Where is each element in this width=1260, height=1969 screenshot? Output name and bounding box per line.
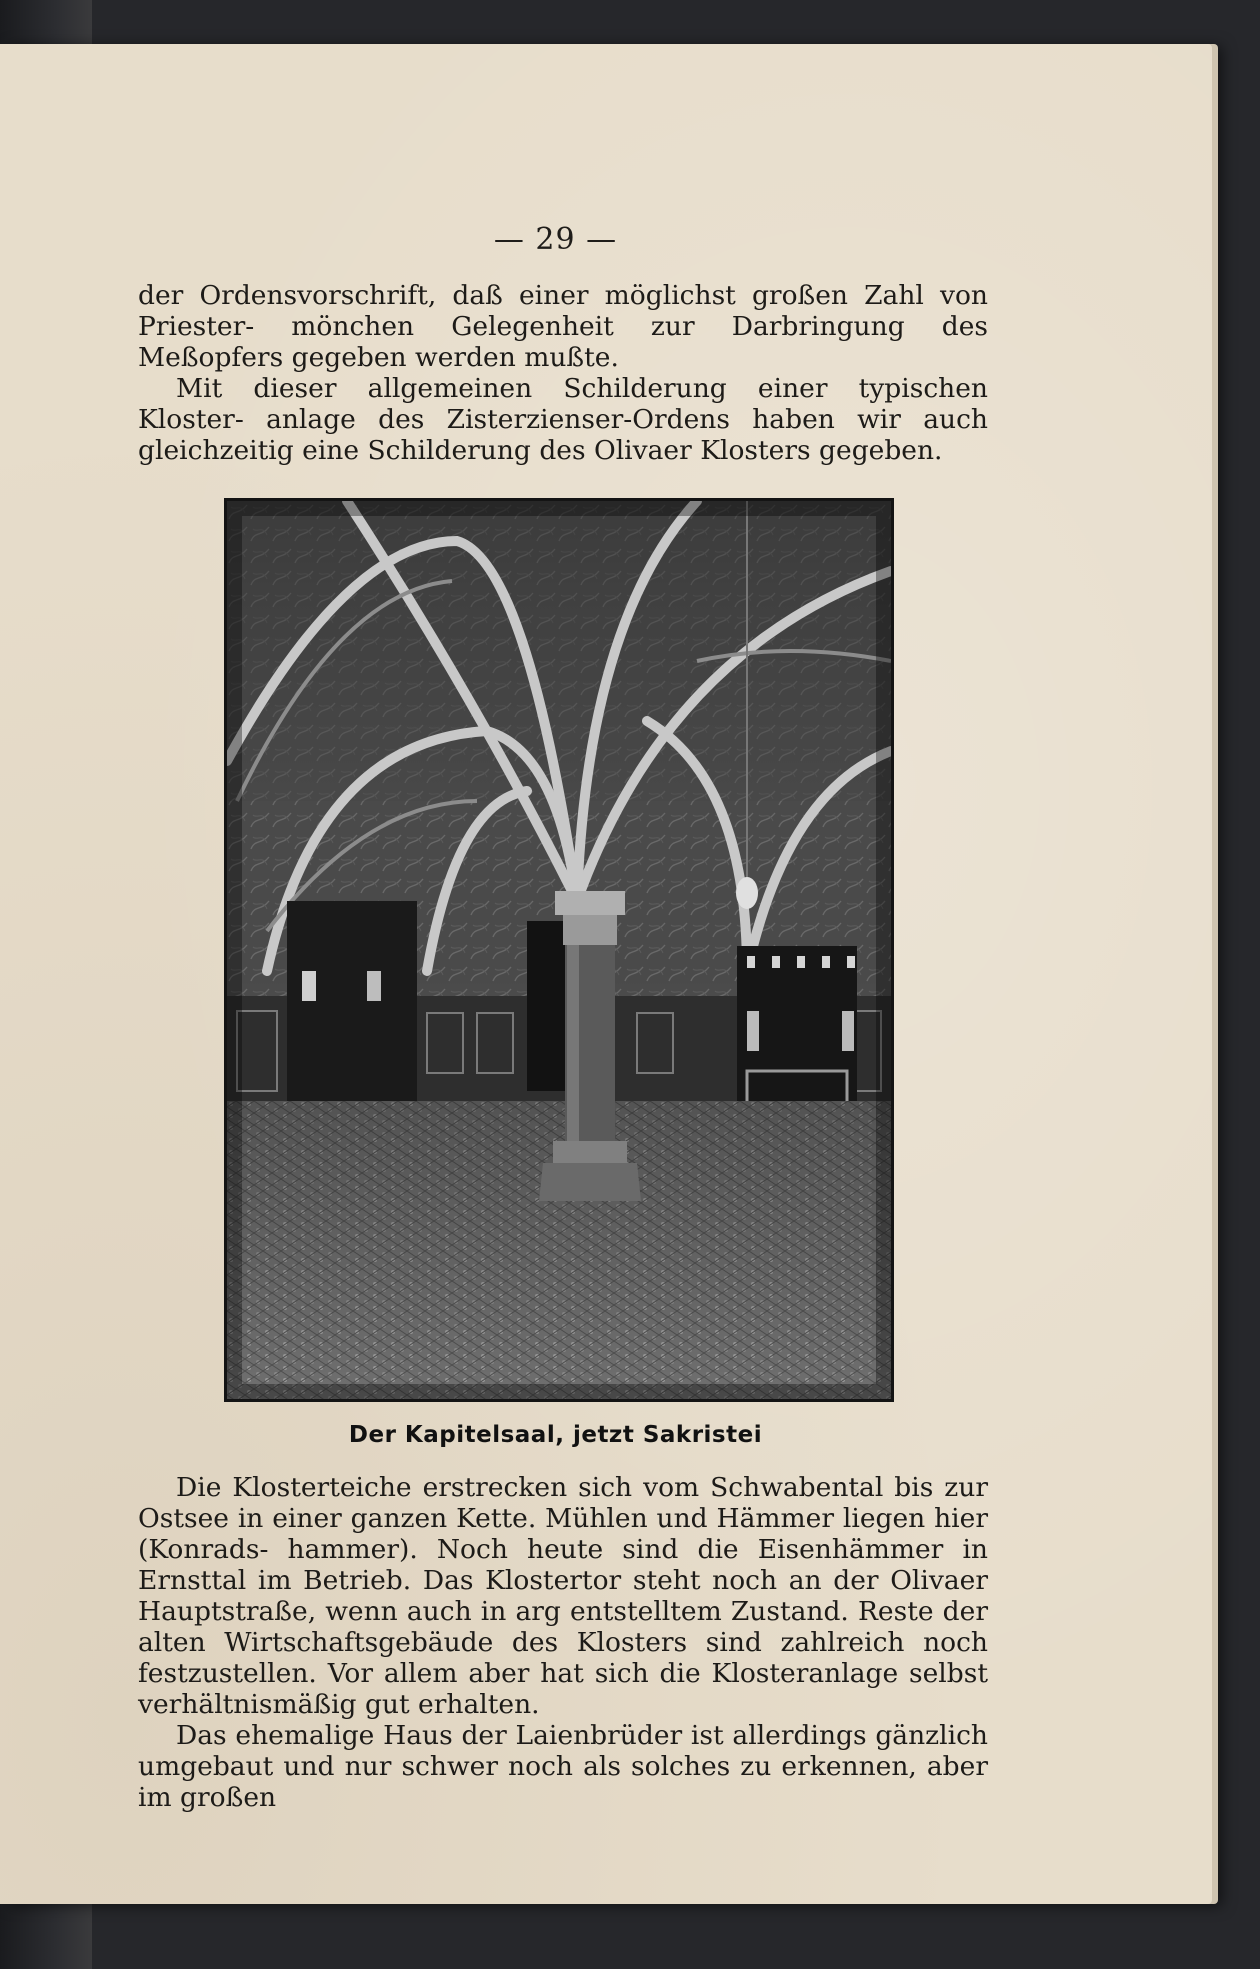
figure-caption: Der Kapitelsaal, jetzt Sakristei (348, 1422, 763, 1448)
chapter-hall-photograph (224, 498, 894, 1402)
top-text-block (138, 280, 988, 466)
paragraph: der Ordensvorschrift, daß einer möglichst großen Zahl von Priester- mönchen Gelegenheit zur Darbringung des Meßopfers gegeben werden mußte. (138, 280, 988, 373)
page-number: — 29 — (493, 222, 618, 257)
paragraph: Die Klosterteiche erstrecken sich vom Schwabental bis zur Ostsee in einer ganzen Kette. Mühlen und Hämmer liegen hier (Konrads- hammer). Noch heute sind die Eisenhämmer in Ernsttal im Betrieb. Das Klostertor steht noch an der Olivaer Hauptstraße, wenn auch in arg entstelltem Zustand. Reste der alten Wirtschaftsgebäude des Klosters sind zahlreich noch festzustellen. Vor allem aber hat sich die Klosteranlage selbst verhältnismäßig gut erhalten. (138, 1472, 988, 1720)
bottom-text-block (138, 1472, 988, 1813)
book-page (0, 44, 1212, 1904)
paragraph: Mit dieser allgemeinen Schilderung einer typischen Kloster- anlage des Zisterzienser-Ordens haben wir auch gleichzeitig eine Schilderung des Olivaer Klosters gegeben. (138, 373, 988, 466)
vaulted-hall-illustration (227, 501, 891, 1399)
paragraph: Das ehemalige Haus der Laienbrüder ist allerdings gänzlich umgebaut und nur schwer noch als solches zu erkennen, aber im großen (138, 1720, 988, 1813)
